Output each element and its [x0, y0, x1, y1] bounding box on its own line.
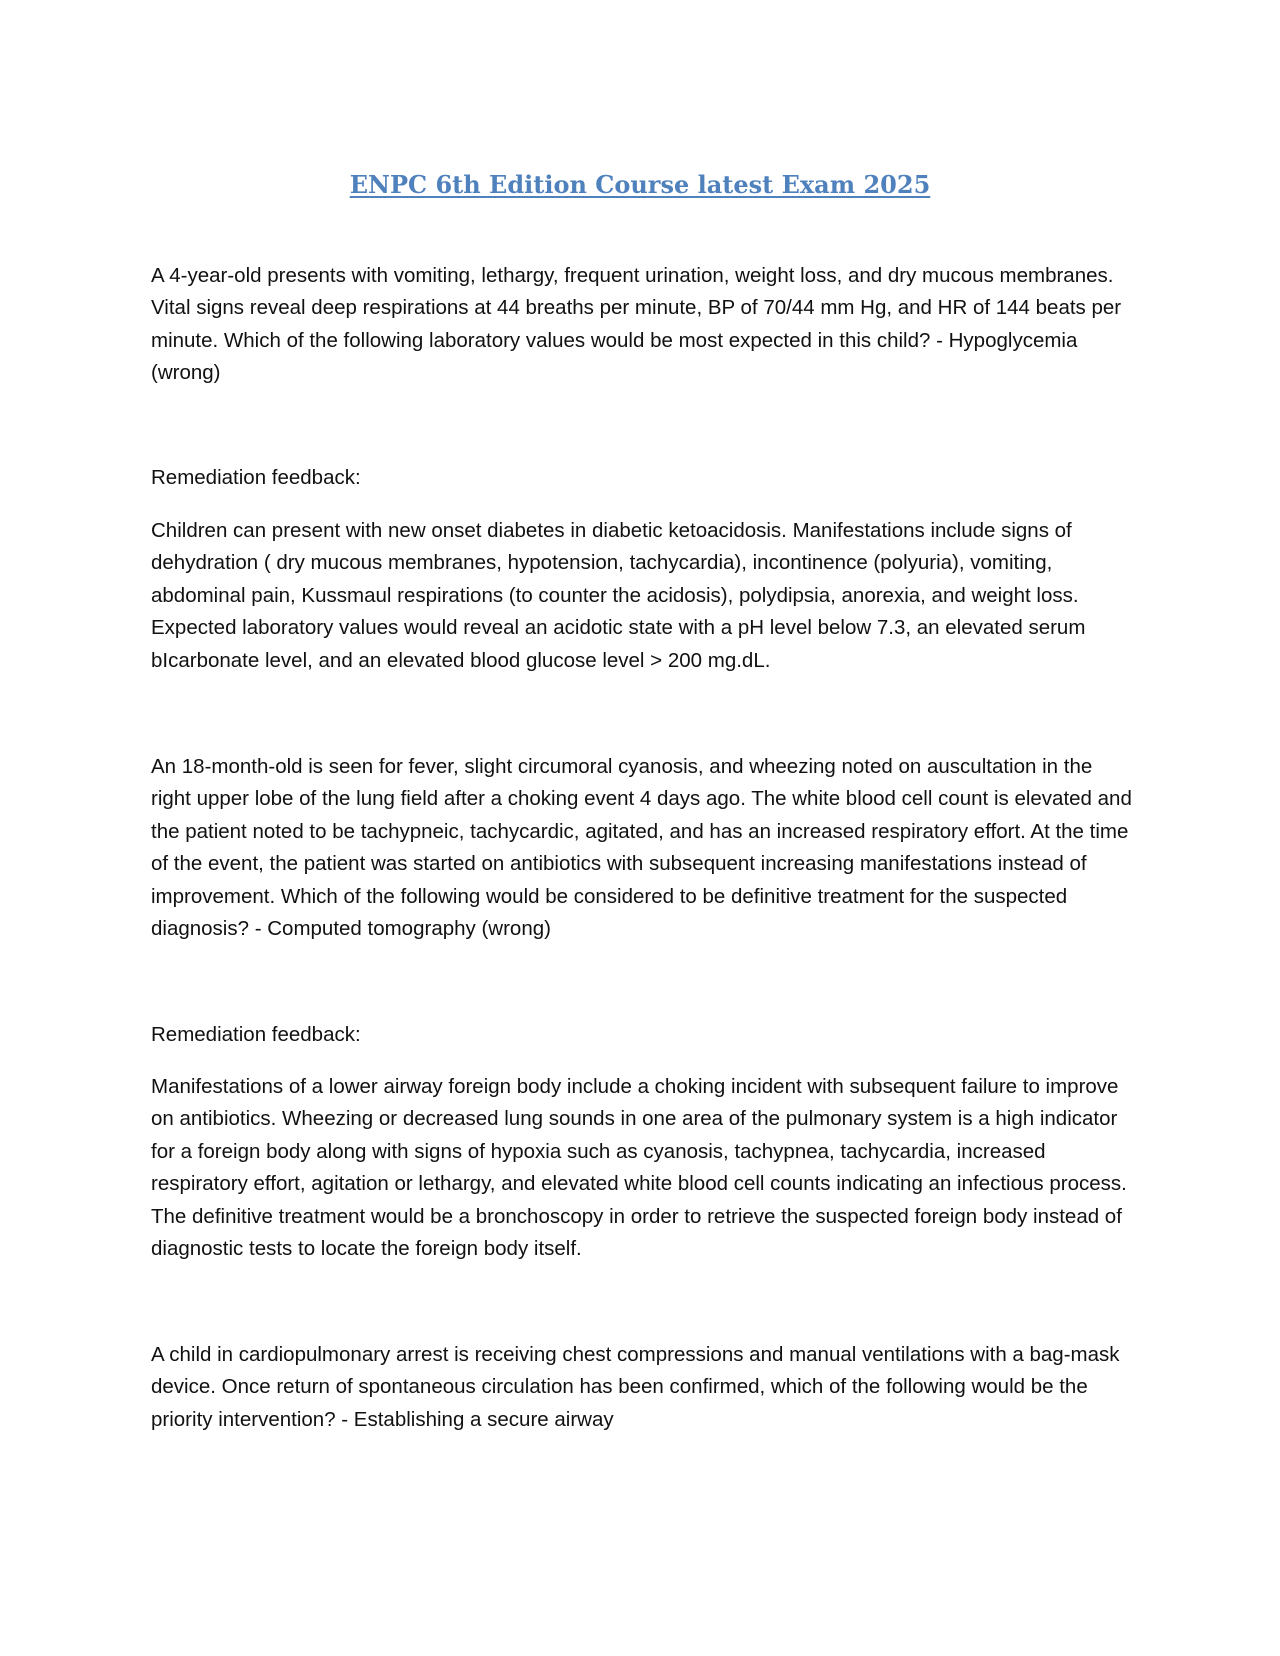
question-1: A 4-year-old presents with vomiting, lethargy, frequent urination, weight loss, and dry mucous membranes. Vital signs reveal deep respirations at 44 breaths per minute, BP of 70/44 mm Hg, and HR of 144 beats per minute. Which of the following laboratory values would be most expected in this child? - Hypoglycemia (wrong): [151, 264, 1122, 385]
remediation-text-2: Manifestations of a lower airway foreign body include a choking incident with subsequent failure to improve on antibiotics. Wheezing or decreased lung sounds in one area of the pulmonary system is a high indicator for a foreign body along with signs of hypoxia such as cyanosis, tachypnea, tachycardia, increased respiratory effort, agitation or lethargy, and elevated white blood cell counts indicating an infectious process. The definitive treatment would be a bronchoscopy in order to retrieve the suspected foreign body instead of diagnostic tests to locate the foreign body itself.: [151, 1075, 1127, 1261]
document-title: ENPC 6th Edition Course latest Exam 2025: [349, 170, 931, 199]
question-3: A child in cardiopulmonary arrest is receiving chest compressions and manual ventilations with a bag-mask device. Once return of spontaneous circulation has been confirmed, which of the following would be the priority intervention? - Establishing a secure airway: [151, 1343, 1120, 1431]
remediation-label-2: Remediation feedback:: [151, 1023, 361, 1046]
remediation-text-1: Children can present with new onset diabetes in diabetic ketoacidosis. Manifestations include signs of dehydration ( dry mucous membranes, hypotension, tachycardia), incontinence (polyuria), vomiting, abdominal pain, Kussmaul respirations (to counter the acidosis), polydipsia, anorexia, and weight loss. Expected laboratory values would reveal an acidotic state with a pH level below 7.3, an elevated serum bIcarbonate level, and an elevated blood glucose level > 200 mg.dL.: [151, 519, 1086, 672]
remediation-label-1: Remediation feedback:: [151, 466, 361, 489]
question-2: An 18-month-old is seen for fever, slight circumoral cyanosis, and wheezing noted on auscultation in the right upper lobe of the lung field after a choking event 4 days ago. The white blood cell count is elevated and the patient noted to be tachypneic, tachycardic, agitated, and has an increased respiratory effort. At the time of the event, the patient was started on antibiotics with subsequent increasing manifestations instead of improvement. Which of the following would be considered to be definitive treatment for the suspected diagnosis? - Computed tomography (wrong): [151, 755, 1132, 941]
